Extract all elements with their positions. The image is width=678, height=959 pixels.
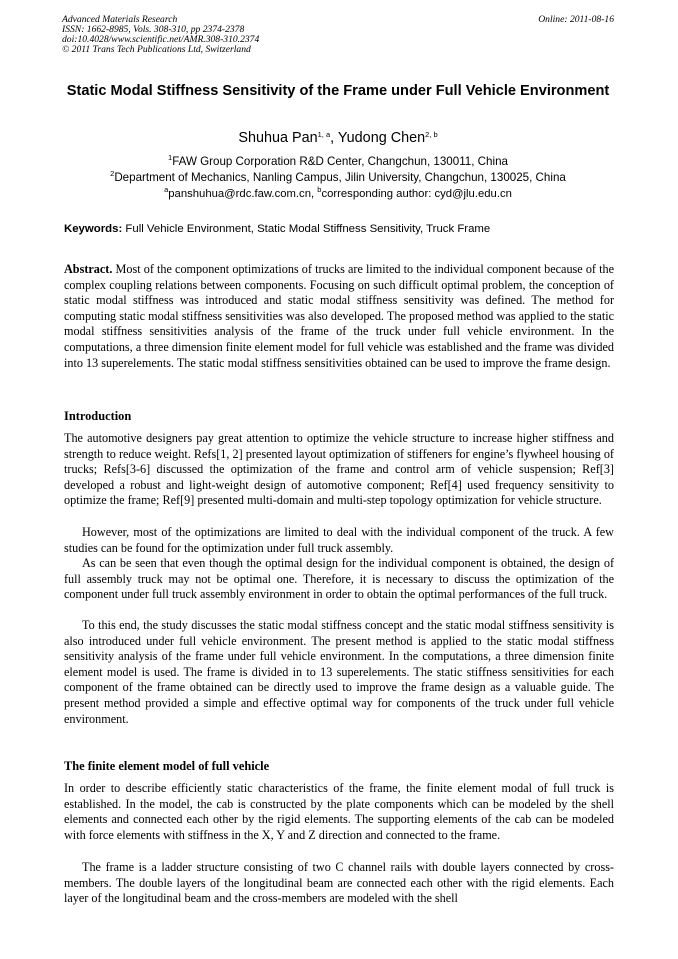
author-affiliation-marker: 1, a [317,130,331,139]
fem-paragraph: In order to describe efficiently static characteristics of the frame, the finite element modal of full truck is established. In the model, the cab is constructed by the plate components which can be modeled by the shell elements and connected each other by the rigid elements. The supporting elements of the cab can be modeled with force elements with stiffness in the X, Y and Z direction and connected to the frame. [64,781,614,842]
issn-line: ISSN: 1662-8985, Vols. 308-310, pp 2374-2378 [62,24,245,35]
author-list [62,129,614,147]
keywords-label: Keywords: [64,223,123,235]
email-marker: b [317,185,322,194]
copyright-line: © 2011 Trans Tech Publications Ltd, Switzerland [62,44,251,55]
author-name: Yudong Chen [337,130,426,146]
keywords [64,222,616,237]
author-affiliation-marker: 2, b [425,130,438,139]
journal-header [62,15,259,55]
intro-paragraph: As can be seen that even though the optimal design for the individual component is obtained, the design of full assembly truck may not be optimal one. Therefore, it is necessary to discuss the optimization of the component under full truck assembly environment in order to obtain the optimal performances of the full truck. [64,556,614,602]
abstract-label: Abstract. [64,262,113,276]
email-marker: a [164,185,169,194]
email-line [62,186,614,202]
keywords-text: Full Vehicle Environment, Static Modal Stiffness Sensitivity, Truck Frame [122,223,491,235]
email-b[interactable]: corresponding author: cyd@jlu.edu.cn [321,188,512,200]
intro-paragraph: The automotive designers pay great attention to optimize the vehicle structure to increase higher stiffness and strength to reduce weight. Refs[1, 2] presented layout optimization of stiffeners for engine’s flywheel housing of trucks; Refs[3-6] discussed the optimization of the frame and control arm of vehicle suspension; Ref[3] developed a robust and light-weight design of automotive component; Ref[4] used frequency sensitivity to optimize the frame; Ref[9] presented multi-domain and multi-step topology optimization for vehicle structure. [64,431,614,508]
author-separator: , [330,130,338,146]
doi-link[interactable]: doi:10.4028/www.scientific.net/AMR.308-310.2374 [62,34,260,45]
journal-name: Advanced Materials Research [62,14,178,25]
affiliation-marker: 2 [110,169,115,178]
section-heading-introduction: Introduction [64,409,132,423]
affiliation-2 [62,170,614,186]
paper-title: Static Modal Stiffness Sensitivity of the Frame under Full Vehicle Environment [66,83,610,99]
affiliation-text: FAW Group Corporation R&D Center, Changchun, 130011, China [172,155,508,168]
affiliation-text: Department of Mechanics, Nanling Campus, Jilin University, Changchun, 130025, China [114,171,566,184]
section-heading-fem: The finite element model of full vehicle [64,759,270,773]
author-name: Shuhua Pan [238,130,318,146]
intro-paragraph: To this end, the study discusses the static modal stiffness concept and the static modal stiffness sensitivity is also introduced under full vehicle environment. The present method is applied to the static modal stiffness sensitivity analysis of the frame under full vehicle environment. In the computations, a three dimension finite element model is used. The frame is divided in to 13 superelements. The static stiffness sensitivities for each component of the frame obtained can be directly used to improve the frame design as a valuable guide. The present method provided a simple and effective optimal way for components of the truck under full vehicle environment. [64,618,614,726]
fem-paragraph: The frame is a ladder structure consisting of two C channel rails with double layers connected by cross-members. The double layers of the longitudinal beam are connected each other with the rigid elements. Each layer of the longitudinal beam and the cross-members are modeled with the shell [64,860,614,906]
affiliation-1 [62,154,614,170]
email-a[interactable]: panshuhua@rdc.faw.com.cn, [168,188,318,200]
intro-paragraph: However, most of the optimizations are limited to deal with the individual component of the truck. A few studies can be found for the optimization under full truck assembly. [64,525,614,555]
abstract-text: Most of the component optimizations of trucks are limited to the individual component because of the complex coupling relations between components. Focusing on such difficult optimal problem, the conception of static modal stiffness was introduced and static modal stiffness sensitivity was defined. The method for computing static modal stiffness sensitivities was also developed. The proposed method was applied to the static modal stiffness sensitivities analysis of the frame of the truck under full vehicle environment. In the computations, a three dimension finite element model for full vehicle was established and the frame was divided into 13 superelements. The static modal stiffness sensitivities obtained can be used to improve the frame design. [64,262,614,370]
online-date: Online: 2011-08-16 [538,14,614,25]
affiliation-marker: 1 [168,153,173,162]
abstract [64,262,614,371]
